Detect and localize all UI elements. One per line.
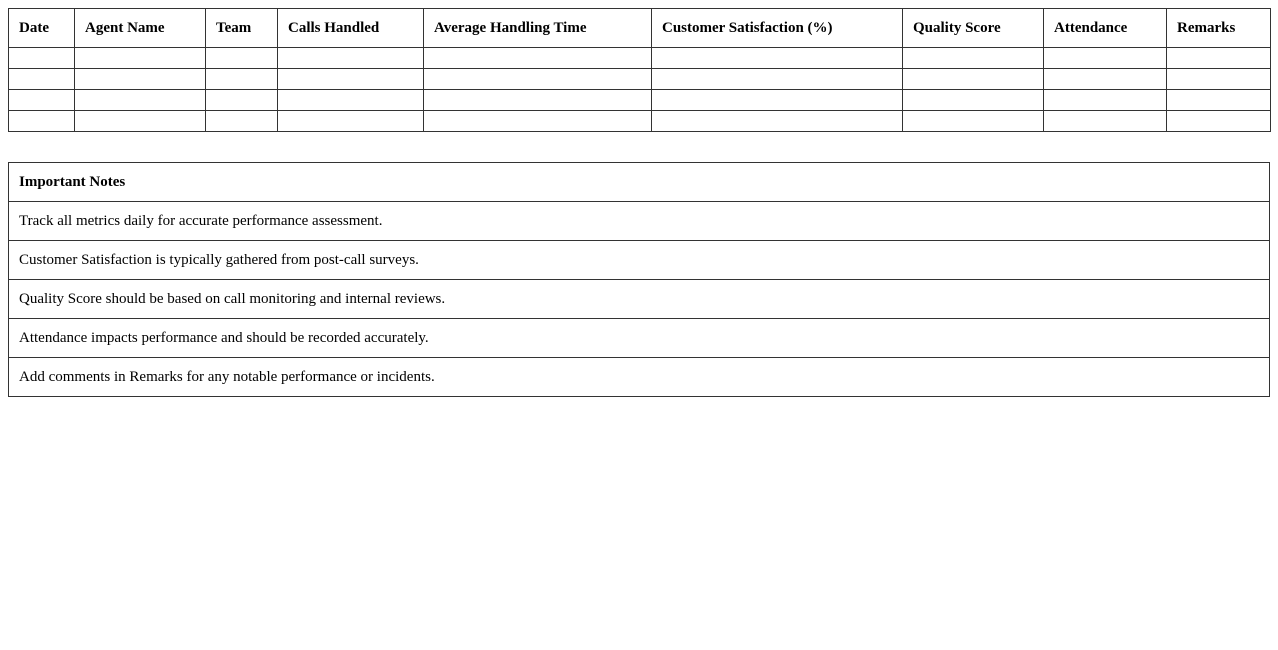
table-cell[interactable]	[75, 69, 206, 90]
table-cell[interactable]	[1167, 48, 1271, 69]
table-cell[interactable]	[903, 48, 1044, 69]
table-cell[interactable]	[1044, 90, 1167, 111]
table-cell[interactable]	[1044, 48, 1167, 69]
note-item: Customer Satisfaction is typically gathered from post-call surveys.	[9, 241, 1270, 280]
table-cell[interactable]	[278, 90, 424, 111]
table-cell[interactable]	[652, 90, 903, 111]
note-item: Quality Score should be based on call monitoring and internal reviews.	[9, 280, 1270, 319]
table-cell[interactable]	[278, 111, 424, 132]
table-cell[interactable]	[1044, 111, 1167, 132]
header-average-handling-time: Average Handling Time	[424, 9, 652, 48]
table-cell[interactable]	[9, 69, 75, 90]
table-cell[interactable]	[278, 48, 424, 69]
table-cell[interactable]	[9, 90, 75, 111]
table-cell[interactable]	[278, 69, 424, 90]
table-cell[interactable]	[903, 90, 1044, 111]
table-cell[interactable]	[652, 69, 903, 90]
table-cell[interactable]	[9, 111, 75, 132]
header-customer-satisfaction: Customer Satisfaction (%)	[652, 9, 903, 48]
table-cell[interactable]	[1167, 69, 1271, 90]
note-item: Attendance impacts performance and should be recorded accurately.	[9, 319, 1270, 358]
table-row	[9, 48, 1271, 69]
table-cell[interactable]	[75, 111, 206, 132]
header-row	[9, 9, 1271, 48]
performance-table	[8, 8, 1271, 132]
header-calls-handled: Calls Handled	[278, 9, 424, 48]
table-cell[interactable]	[1167, 90, 1271, 111]
table-cell[interactable]	[75, 90, 206, 111]
header-agent-name: Agent Name	[75, 9, 206, 48]
header-team: Team	[206, 9, 278, 48]
header-attendance: Attendance	[1044, 9, 1167, 48]
table-cell[interactable]	[206, 48, 278, 69]
note-item: Track all metrics daily for accurate performance assessment.	[9, 202, 1270, 241]
table-cell[interactable]	[206, 90, 278, 111]
notes-title: Important Notes	[9, 163, 1270, 202]
table-row	[9, 69, 1271, 90]
table-cell[interactable]	[903, 111, 1044, 132]
table-cell[interactable]	[903, 69, 1044, 90]
table-row	[9, 111, 1271, 132]
table-cell[interactable]	[652, 48, 903, 69]
table-cell[interactable]	[206, 69, 278, 90]
table-cell[interactable]	[75, 48, 206, 69]
important-notes-table	[8, 162, 1270, 397]
table-cell[interactable]	[424, 90, 652, 111]
note-item: Add comments in Remarks for any notable performance or incidents.	[9, 358, 1270, 397]
header-date: Date	[9, 9, 75, 48]
table-cell[interactable]	[424, 48, 652, 69]
header-quality-score: Quality Score	[903, 9, 1044, 48]
table-cell[interactable]	[1167, 111, 1271, 132]
table-cell[interactable]	[652, 111, 903, 132]
table-cell[interactable]	[424, 111, 652, 132]
table-cell[interactable]	[1044, 69, 1167, 90]
table-row	[9, 90, 1271, 111]
table-cell[interactable]	[424, 69, 652, 90]
table-cell[interactable]	[9, 48, 75, 69]
table-cell[interactable]	[206, 111, 278, 132]
header-remarks: Remarks	[1167, 9, 1271, 48]
